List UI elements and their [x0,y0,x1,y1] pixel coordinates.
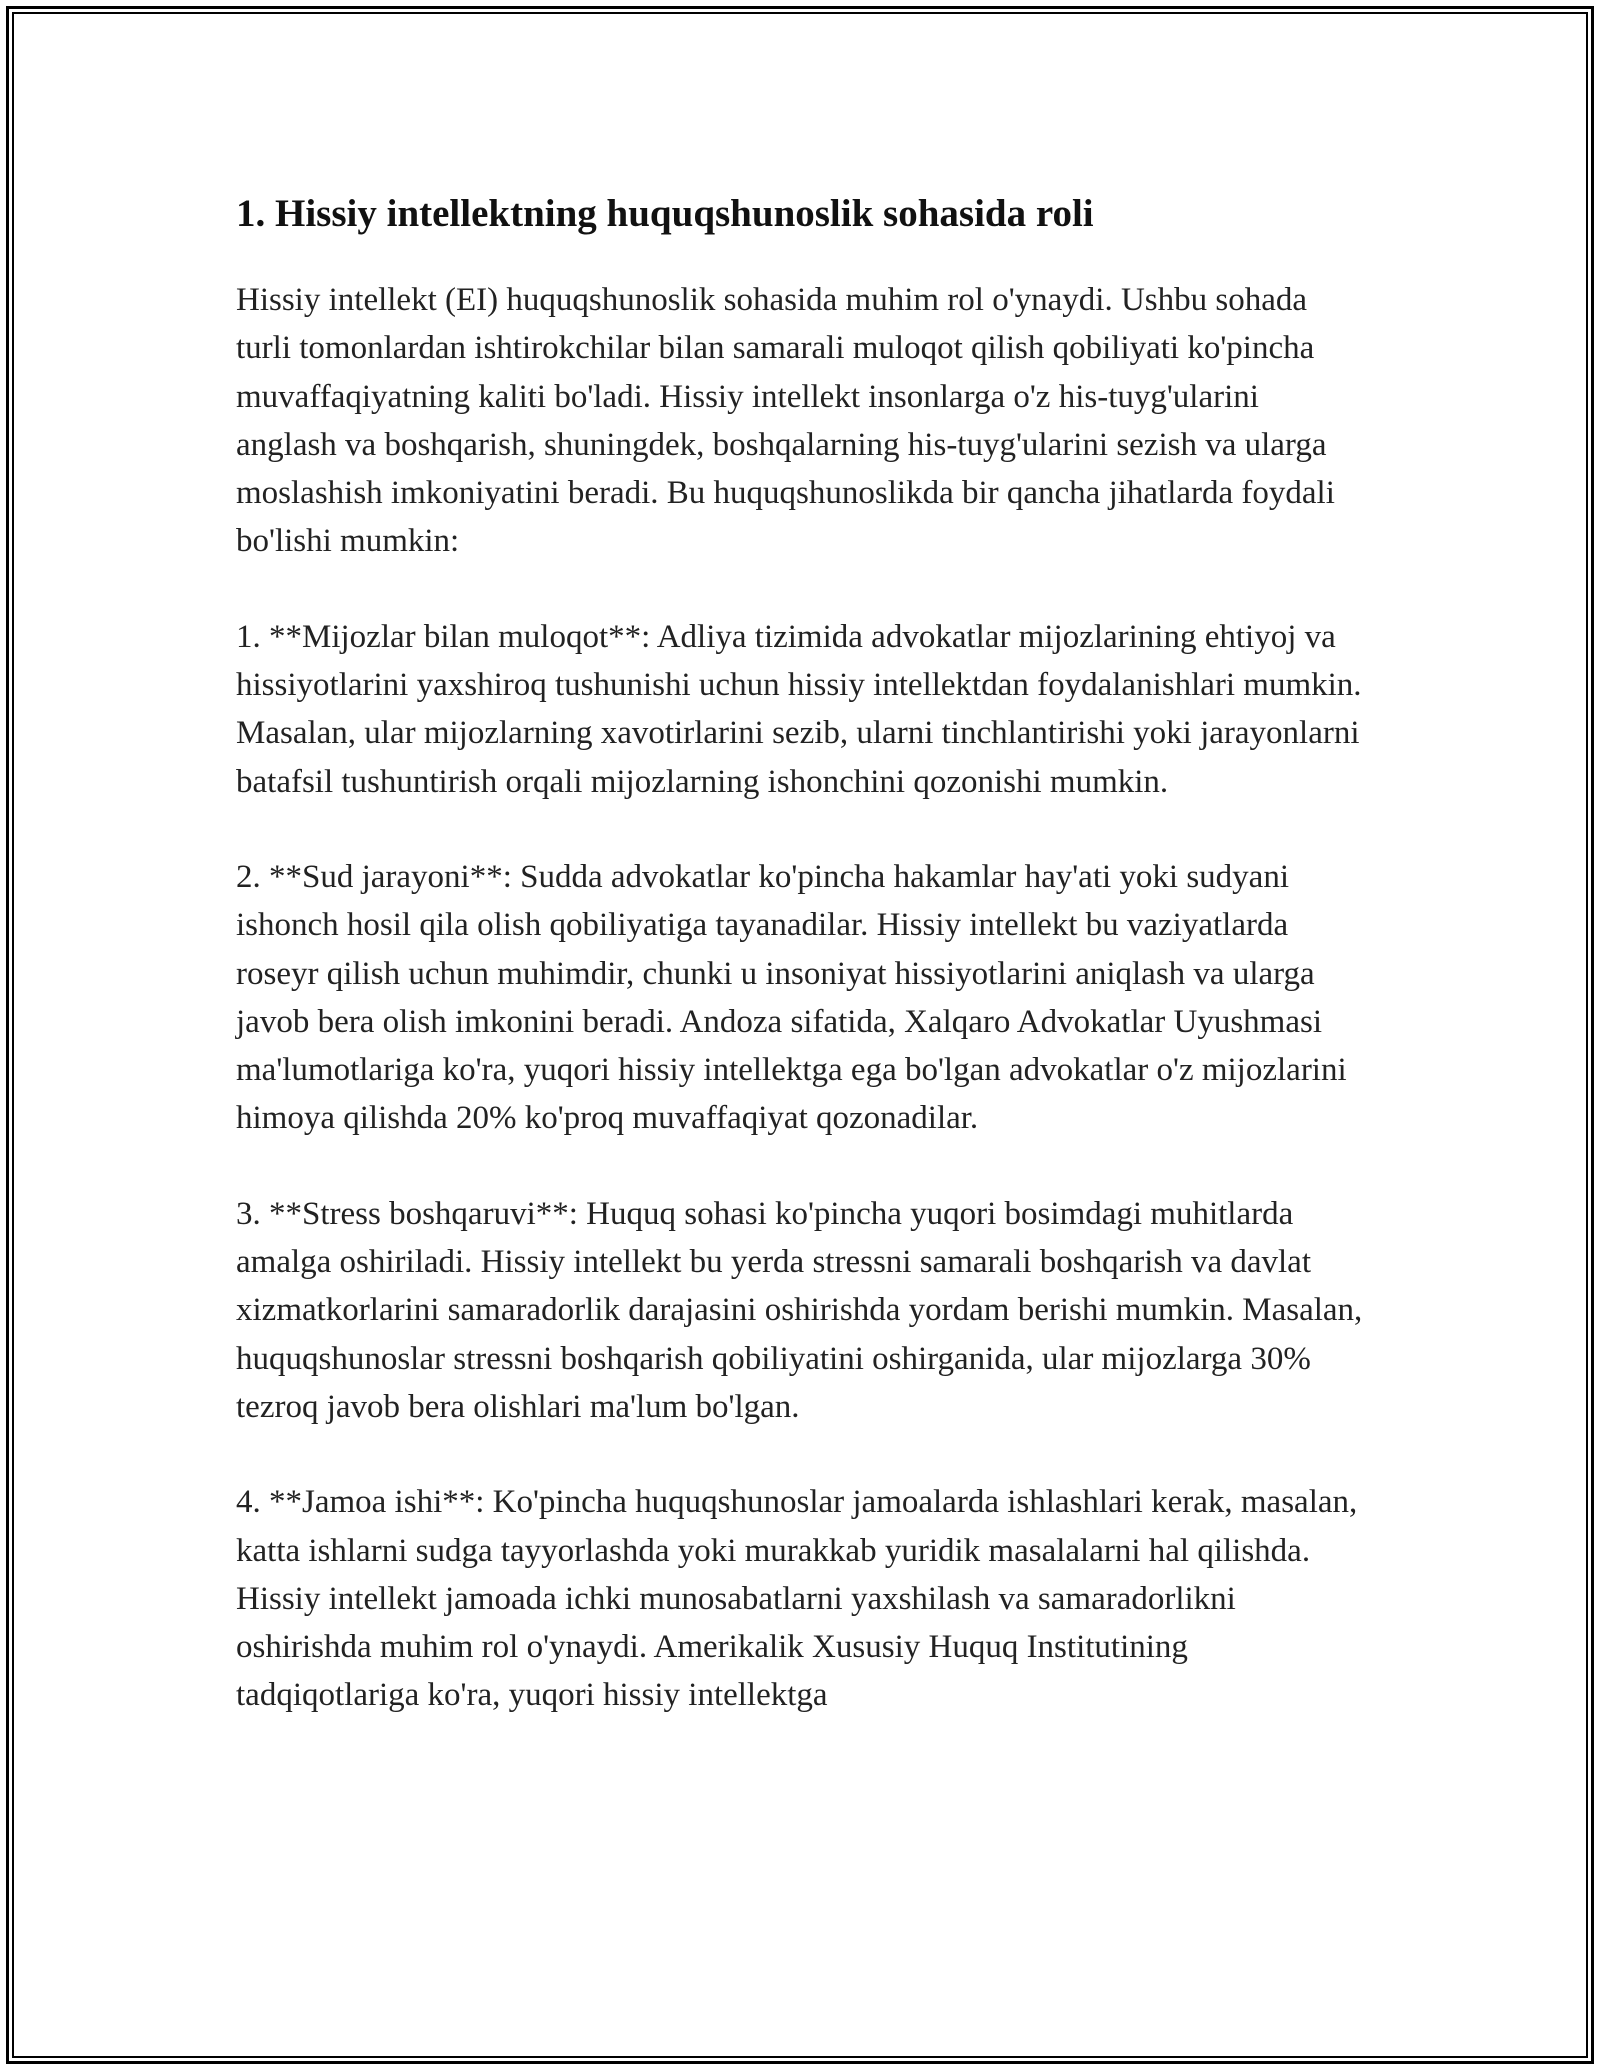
paragraph-court-process: 2. **Sud jarayoni**: Sudda advokatlar ko'pincha hakamlar hay'ati yoki sudyani ishonch hosil qila olish qobiliyatiga tayanadilar. Hissiy intellekt bu vaziyatlarda roseyr qilish uchun muhimdir, chunki u insoniyat hissiyotlarini aniqlash va ularga javob bera olish imkonini beradi. Andoza sifatida, Xalqaro Advokatlar Uyushmasi ma'lumotlariga ko'ra, yuqori hissiy intellektga ega bo'lgan advokatlar o'z mijozlarini himoya qilishda 20% ko'proq muvaffaqiyat qozonadilar. [236,858,1347,1137]
paragraph-client-communication: 1. **Mijozlar bilan muloqot**: Adliya tizimida advokatlar mijozlarining ehtiyoj va hissiyotlarini yaxshiroq tushunishi uchun hissiy intellektdan foydalanishlari mumkin. Masalan, ular mijozlarning xavotirlarini sezib, ularni tinchlantirishi yoki jarayonlarni batafsil tushuntirish orqali mijozlarning ishonchini qozonishi mumkin. [236,618,1362,800]
paragraph-intro: Hissiy intellekt (EI) huquqshunoslik sohasida muhim rol o'ynaydi. Ushbu sohada turli tomonlardan ishtirokchilar bilan samarali muloqot qilish qobiliyati ko'pincha muvaffaqiyatning kaliti bo'ladi. Hissiy intellekt insonlarga o'z his-tuyg'ularini anglash va boshqarish, shuningdek, boshqalarning his-tuyg'ularini sezish va ularga moslashish imkoniyatini beradi. Bu huquqshunoslikda bir qancha jihatlarda foydali bo'lishi mumkin: [236,282,1335,560]
document-body [236,186,1366,1767]
document-title: 1. Hissiy intellektning huquqshunoslik sohasida roli [236,192,1094,235]
paragraph-teamwork: 4. **Jamoa ishi**: Ko'pincha huquqshunoslar jamoalarda ishlashlari kerak, masalan, katta ishlarni sudga tayyorlashda yoki murakkab yuridik masalalarni hal qilishda. Hissiy intellekt jamoada ichki munosabatlarni yaxshilash va samaradorlikni oshirishda muhim rol o'ynaydi. Amerikalik Xususiy Huquq Institutining tadqiqotlariga ko'ra, yuqori hissiy intellektga [236,1484,1358,1714]
paragraph-stress-management: 3. **Stress boshqaruvi**: Huquq sohasi ko'pincha yuqori bosimdagi muhitlarda amalga oshiriladi. Hissiy intellekt bu yerda stressni samarali boshqarish va davlat xizmatkorlarini samaradorlik darajasini oshirishda yordam berishi mumkin. Masalan, huquqshunoslar stressni boshqarish qobiliyatini oshirganida, ular mijozlarga 30% tezroq javob bera olishlari ma'lum bo'lgan. [236,1195,1363,1425]
